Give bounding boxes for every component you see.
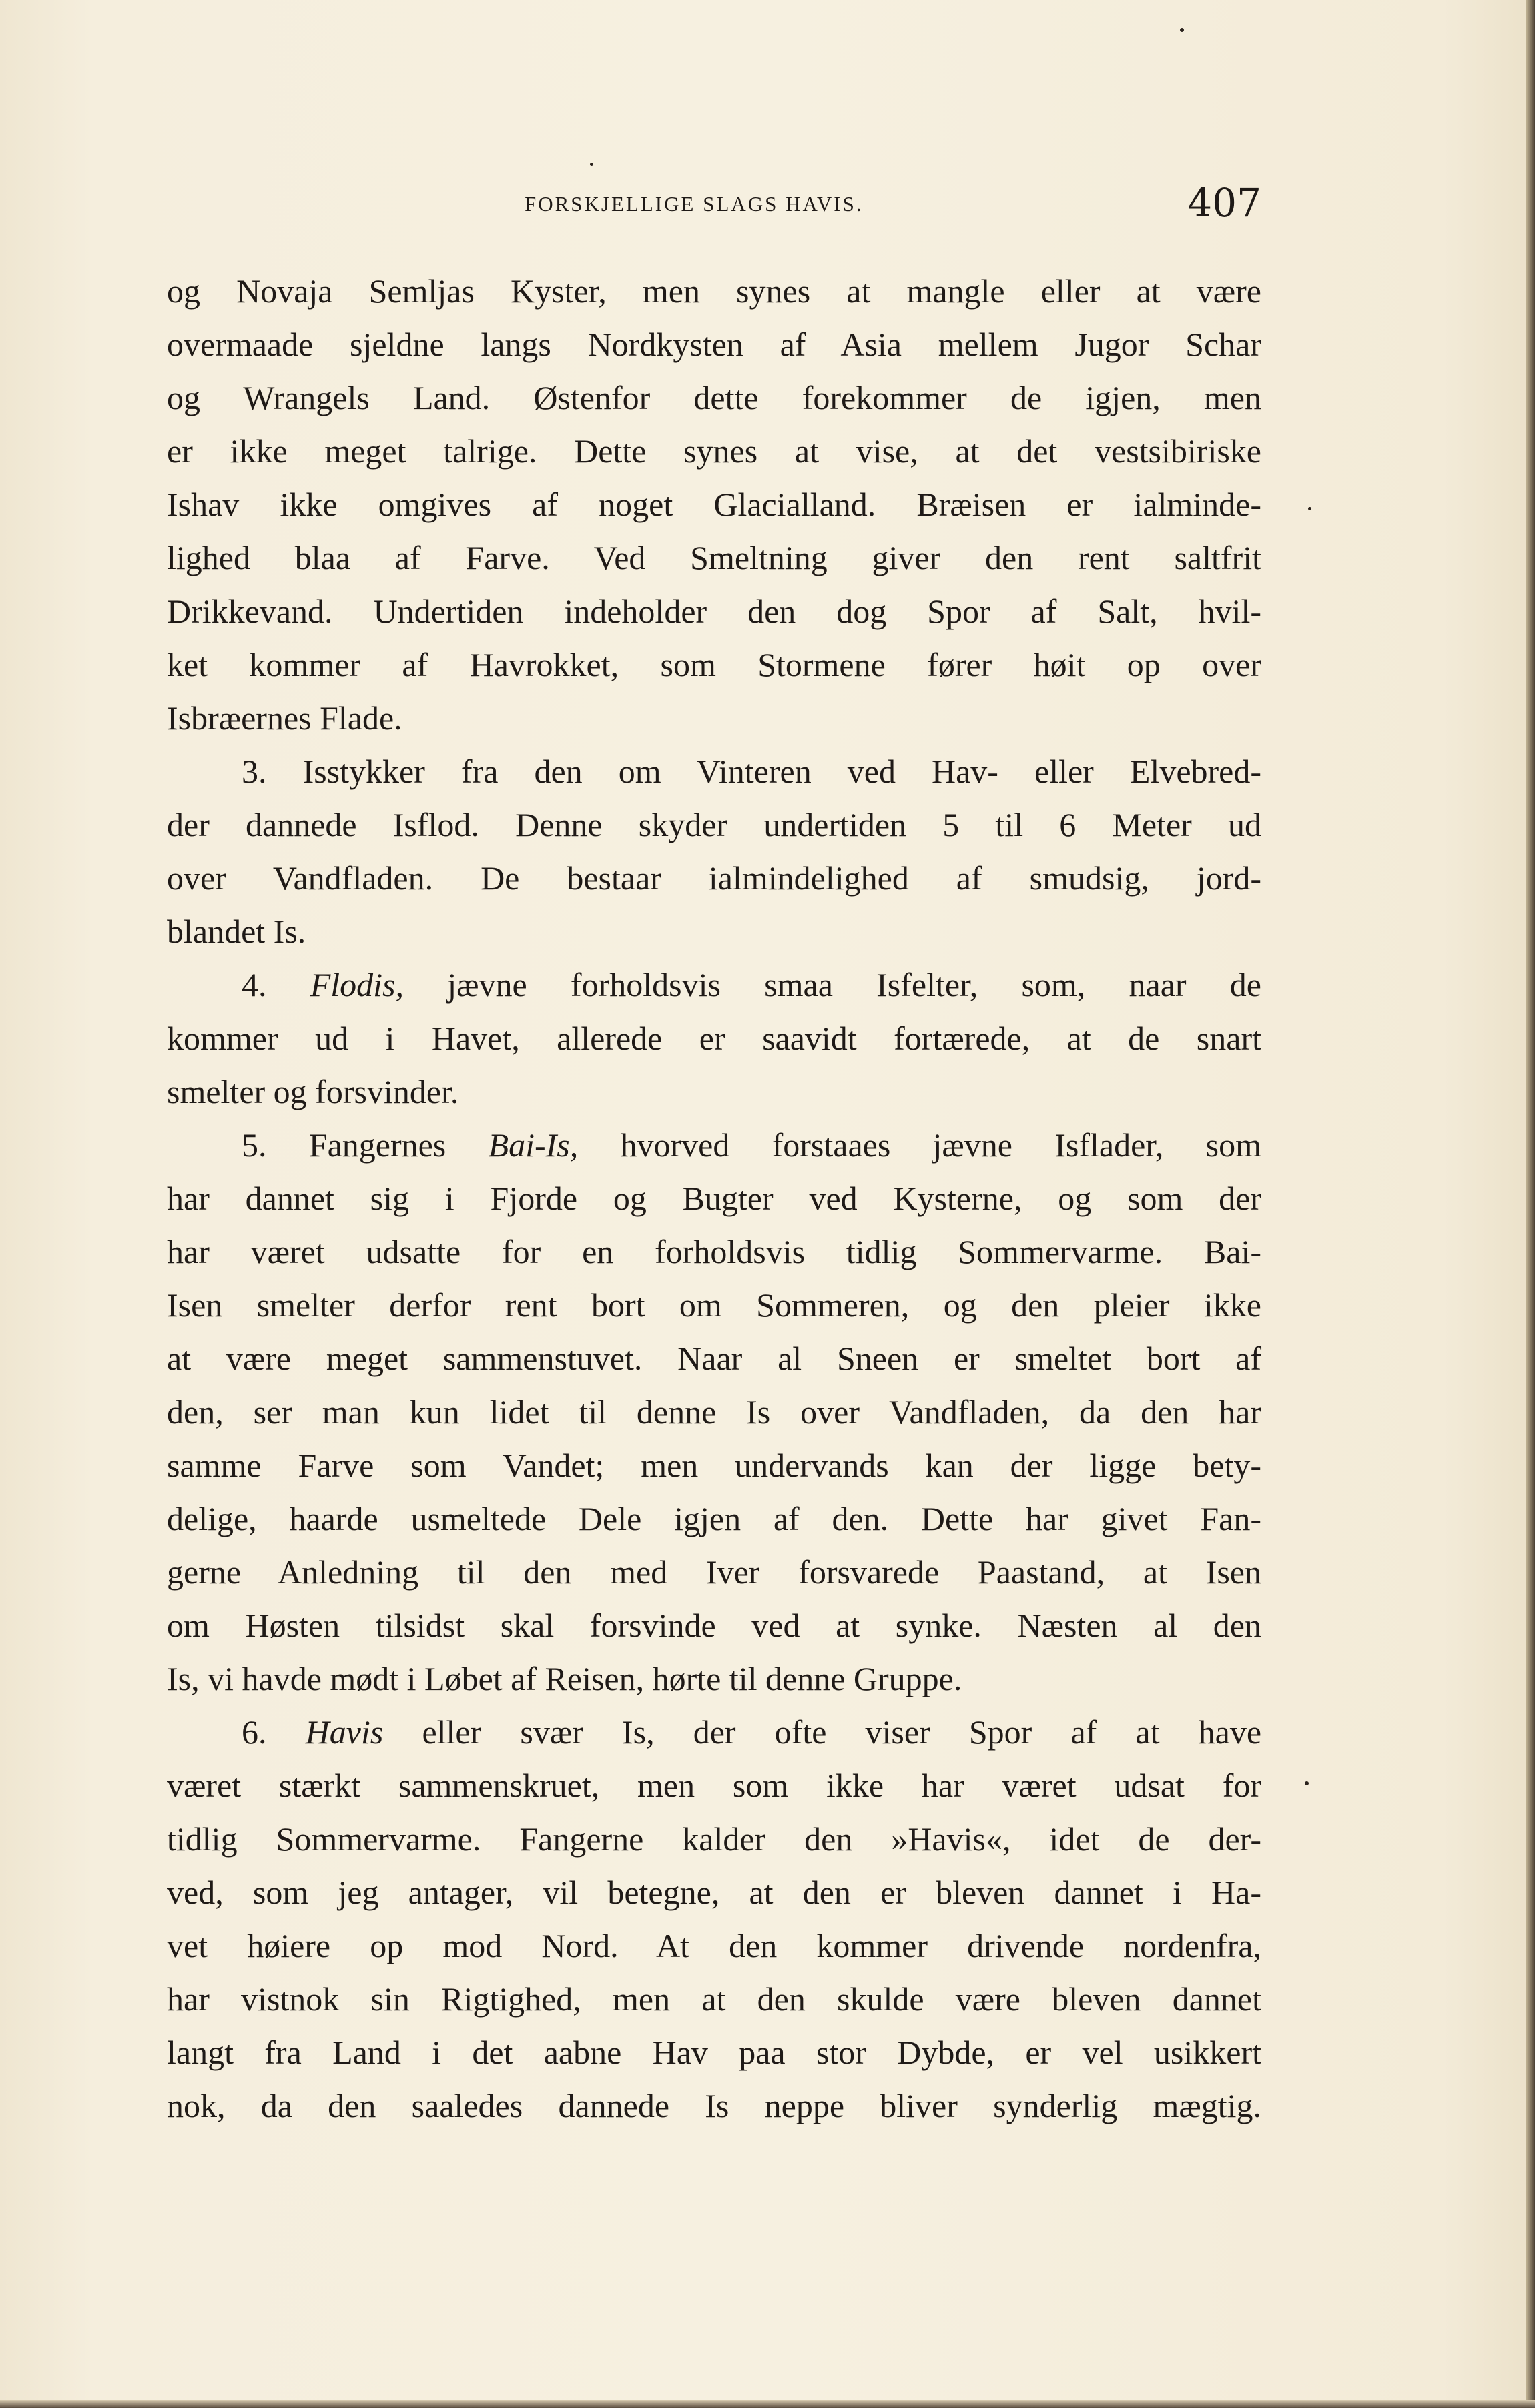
item-3-first-line (167, 745, 1261, 798)
page-header (167, 180, 1261, 240)
print-speck (590, 163, 593, 166)
item-term: Flodis, (310, 966, 404, 1004)
text-line: over Vandfladen. De bestaar ialmindelighed af smudsig, jord- (167, 859, 1261, 897)
item-number: 4. (242, 966, 267, 1004)
item-number: 5. (242, 1126, 267, 1164)
text-line: vet høiere op mod Nord. At den kommer drivende nordenfra, (167, 1927, 1261, 1964)
text-line: delige, haarde usmeltede Dele igjen af den. Dette har givet Fan- (167, 1500, 1261, 1537)
text-line: langt fra Land i det aabne Hav paa stor Dybde, er vel usikkert (167, 2034, 1261, 2071)
print-speck (1180, 28, 1184, 32)
text-line: gerne Anledning til den med Iver forsvarede Paastand, at Isen (167, 1553, 1261, 1591)
item-text: eller svær Is, der ofte viser Spor af at have (422, 1713, 1262, 1751)
text-line: tidlig Sommervarme. Fangerne kalder den »Havis«, idet de der- (167, 1820, 1261, 1858)
text-line: kommer ud i Havet, allerede er saavidt fortærede, at de snart (167, 1020, 1261, 1057)
text-line: om Høsten tilsidst skal forsvinde ved at synke. Næsten al den (167, 1607, 1261, 1644)
text-line: og Wrangels Land. Østenfor dette forekommer de igjen, men (167, 379, 1261, 416)
text-line: der dannede Isflod. Denne skyder undertiden 5 til 6 Meter ud (167, 806, 1261, 843)
text-line: Isen smelter derfor rent bort om Sommeren, og den pleier ikke (167, 1286, 1261, 1324)
text-line: den, ser man kun lidet til denne Is over Vandfladen, da den har (167, 1393, 1261, 1431)
text-line: Drikkevand. Undertiden indeholder den dog Spor af Salt, hvil- (167, 592, 1261, 630)
text-line: været stærkt sammenskruet, men som ikke har været udsat for (167, 1767, 1261, 1804)
item-4-first-line (167, 958, 1261, 1012)
running-title: FORSKJELLIGE SLAGS HAVIS. (525, 192, 864, 216)
item-lead: Fangernes (308, 1126, 446, 1164)
item-text: hvorved forstaaes jævne Isflader, som (620, 1126, 1262, 1164)
text-line: har været udsatte for en forholdsvis tidlig Sommervarme. Bai- (167, 1233, 1261, 1270)
page-edge-bottom (0, 2400, 1535, 2408)
item-5-first-line (167, 1118, 1261, 1172)
text-line: blandet Is. (167, 913, 306, 950)
text-line: har vistnok sin Rigtighed, men at den skulde være bleven dannet (167, 1980, 1261, 2018)
text-line: nok, da den saaledes dannede Is neppe bliver synderlig mægtig. (167, 2087, 1261, 2124)
item-text: jævne forholdsvis smaa Isfelter, som, naar de (447, 966, 1261, 1004)
text-line: Ishav ikke omgives af noget Glacialland. Bræisen er ialminde- (167, 486, 1261, 523)
print-speck (1305, 1781, 1309, 1785)
text-line: smelter og forsvinder. (167, 1073, 459, 1110)
text-line: og Novaja Semljas Kyster, men synes at mangle eller at være (167, 272, 1261, 310)
item-number: 6. (242, 1713, 267, 1751)
text-line: samme Farve som Vandet; men undervands kan der ligge bety- (167, 1447, 1261, 1484)
item-number: 3. (242, 753, 267, 790)
item-term: Bai-Is, (488, 1126, 579, 1164)
text-line: er ikke meget talrige. Dette synes at vise, at det vestsibiriske (167, 432, 1261, 470)
item-text: Isstykker fra den om Vinteren ved Hav- eller Elvebred- (302, 753, 1262, 790)
text-line: Isbræernes Flade. (167, 699, 402, 737)
text-line: at være meget sammenstuvet. Naar al Sneen er smeltet bort af (167, 1340, 1261, 1377)
page-number: 407 (1187, 180, 1261, 226)
text-line: ved, som jeg antager, vil betegne, at den er bleven dannet i Ha- (167, 1874, 1261, 1911)
text-line: overmaade sjeldne langs Nordkysten af Asia mellem Jugor Schar (167, 326, 1261, 363)
text-line: har dannet sig i Fjorde og Bugter ved Kysterne, og som der (167, 1180, 1261, 1217)
item-term: Havis (305, 1713, 384, 1751)
body-text (167, 264, 1261, 2132)
print-speck (1308, 507, 1311, 510)
text-line: lighed blaa af Farve. Ved Smeltning giver den rent saltfrit (167, 539, 1261, 576)
text-line: Is, vi havde mødt i Løbet af Reisen, hørte til denne Gruppe. (167, 1660, 962, 1697)
item-6-first-line (167, 1705, 1261, 1759)
page-edge-right (1526, 0, 1535, 2408)
text-line: ket kommer af Havrokket, som Stormene fører høit op over (167, 646, 1261, 683)
